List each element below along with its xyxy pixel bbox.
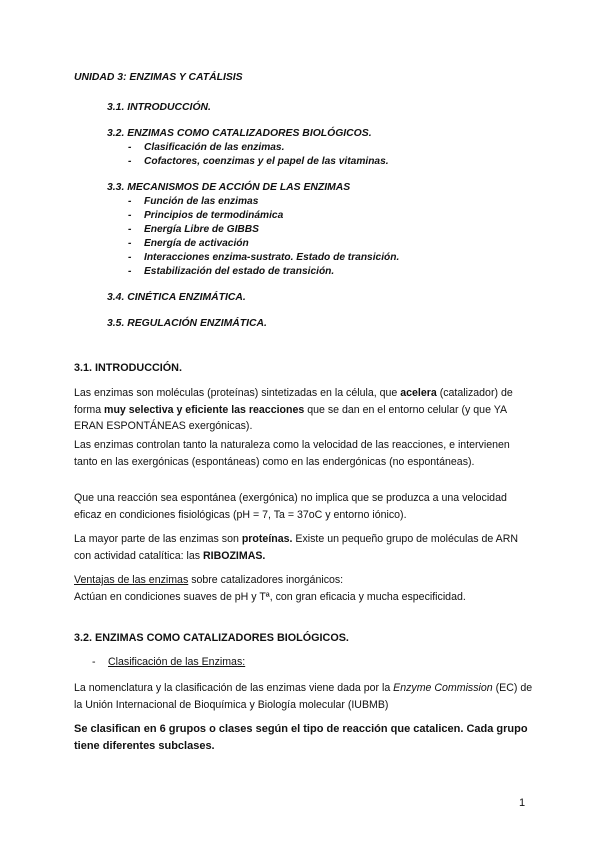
- dash-marker: -: [128, 266, 132, 277]
- toc-section-4: 3.4. CINÉTICA ENZIMÁTICA.: [107, 292, 246, 303]
- toc-item-label: Función de las enzimas: [144, 196, 259, 207]
- text-run: Las enzimas son moléculas (proteínas) sintetizadas en la célula, que: [74, 387, 401, 399]
- toc-item: [128, 156, 389, 167]
- text-run: Actúan en condiciones suaves de pH y Tª, con gran eficacia y mucha especificidad.: [74, 590, 466, 603]
- toc-item-label: Interacciones enzima-sustrato. Estado de transición.: [144, 252, 400, 263]
- dash-marker: -: [92, 656, 96, 668]
- paragraph-classification: [74, 680, 534, 713]
- toc-item: [128, 210, 283, 221]
- bullet-label: Clasificación de las Enzimas:: [108, 656, 246, 668]
- text-run-bold: RIBOZIMAS.: [202, 549, 266, 562]
- paragraph-groups: Se clasifican en 6 grupos o clases según el tipo de reacción que catalicen. Cada grupo tiene diferentes subclases.: [74, 723, 528, 752]
- text-run: (EC) de la Unión Internacional de Bioquímica y Biología molecular (IUBMB): [74, 682, 533, 711]
- toc-item: [128, 238, 249, 249]
- paragraph-intro-5: [74, 572, 534, 605]
- paragraph-intro-1: [74, 385, 534, 435]
- toc-item: [128, 196, 258, 207]
- dash-marker: -: [128, 156, 132, 167]
- dash-marker: -: [128, 210, 132, 221]
- toc-item-label: Clasificación de las enzimas.: [144, 142, 285, 153]
- toc-item: [128, 224, 259, 235]
- toc-item: [128, 252, 399, 263]
- bullet-item: [92, 656, 245, 668]
- text-run: La mayor parte de las enzimas son: [74, 533, 242, 545]
- dash-marker: -: [128, 142, 132, 153]
- toc-item-label: Estabilización del estado de transición.: [144, 266, 335, 277]
- page-number: 1: [519, 797, 526, 809]
- text-run: (catalizador) de forma: [74, 387, 513, 416]
- toc-item-label: Energía Libre de GIBBS: [144, 224, 259, 235]
- toc-section-2: 3.2. ENZIMAS COMO CATALIZADORES BIOLÓGICOS.: [107, 128, 372, 139]
- text-run-underlined: Ventajas de las enzimas: [74, 574, 189, 586]
- dash-marker: -: [128, 238, 132, 249]
- dash-marker: -: [128, 224, 132, 235]
- dash-marker: -: [128, 252, 132, 263]
- toc-item: [128, 266, 334, 277]
- toc-section-3: 3.3. MECANISMOS DE ACCIÓN DE LAS ENZIMAS: [107, 182, 351, 193]
- section-heading-intro: 3.1. INTRODUCCIÓN.: [74, 362, 182, 374]
- paragraph-intro-3: Que una reacción sea espontánea (exergónica) no implica que se produzca a una velocidad eficaz en condiciones fisiológicas (pH = 7, Ta = 37oC y entorno iónico).: [74, 492, 507, 521]
- text-run-italic: Enzyme Commission: [393, 682, 493, 694]
- toc-item-label: Principios de termodinámica: [144, 210, 284, 221]
- text-run: La nomenclatura y la clasificación de las enzimas viene dada por la: [74, 682, 394, 694]
- text-run-bold: muy selectiva y eficiente las reacciones: [104, 403, 305, 416]
- dash-marker: -: [128, 196, 132, 207]
- paragraph-intro-4: [74, 531, 534, 564]
- text-run: que se dan en el entorno celular (y que YA ERAN ESPONTÁNEAS exergónicas).: [74, 403, 507, 432]
- text-run: sobre catalizadores inorgánicos:: [188, 574, 344, 586]
- toc-item-label: Cofactores, coenzimas y el papel de las vitaminas.: [144, 156, 389, 167]
- text-run-bold: acelera: [400, 387, 437, 399]
- text-run-bold: proteínas.: [241, 533, 293, 545]
- section-heading-enzymes-catalysts: 3.2. ENZIMAS COMO CATALIZADORES BIOLÓGICOS.: [74, 632, 349, 644]
- toc-title: UNIDAD 3: ENZIMAS Y CATÁLISIS: [74, 72, 243, 83]
- text-run: Existe un pequeño grupo de moléculas de ARN con actividad catalítica: las: [74, 533, 519, 562]
- toc-section-5: 3.5. REGULACIÓN ENZIMÁTICA.: [107, 318, 267, 329]
- toc-section-1: 3.1. INTRODUCCIÓN.: [107, 102, 211, 113]
- toc-item-label: Energía de activación: [144, 238, 249, 249]
- toc-item: [128, 142, 284, 153]
- paragraph-intro-2: Las enzimas controlan tanto la naturaleza como la velocidad de las reacciones, e intervienen tanto en las exergónicas (espontáneas) como en las endergónicas (no espontáneas).: [74, 439, 510, 468]
